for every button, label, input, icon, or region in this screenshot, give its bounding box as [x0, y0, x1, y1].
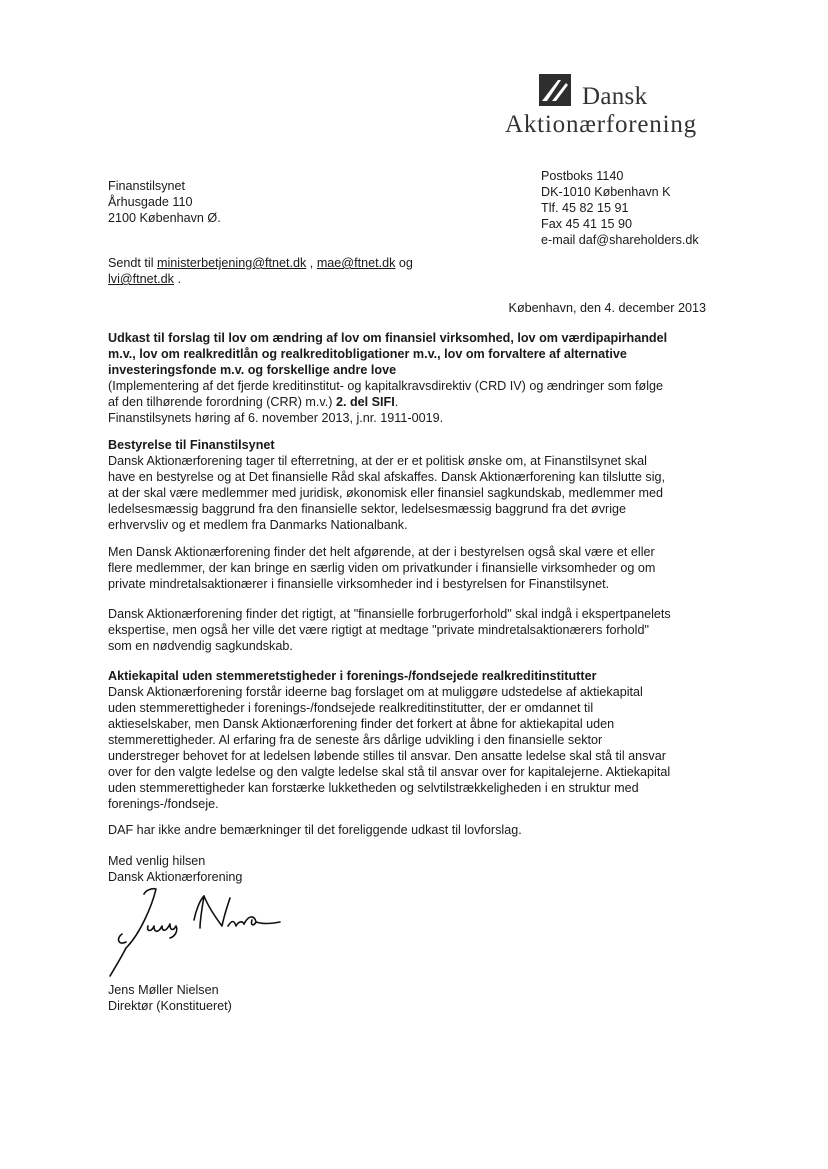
handwritten-signature [104, 886, 284, 978]
sent-to-prefix: Sendt til [108, 256, 158, 270]
address-line: Tlf. 45 82 15 91 [541, 201, 629, 215]
subject-detail-suffix: . [394, 395, 399, 409]
paragraph-line: understreger behovet for at ledelsen løbende stilles til ansvar. Den ansatte ledelse skal stå til ansvar [108, 749, 666, 763]
section-heading: Aktiekapital uden stemmeretstigheder i forenings-/fondsejede realkreditinstitutter [108, 669, 597, 683]
paragraph-line: uden stemmerettigheder i forenings-/fondsejede realkreditinstitutter, der er omdannet til [108, 701, 594, 715]
email-link-ministerbetjening[interactable]: ministerbetjening@ftnet.dk [157, 256, 307, 270]
signer [108, 982, 232, 1014]
section-heading: Bestyrelse til Finanstilsynet [108, 438, 275, 452]
paragraph-line: ledelsesmæssig baggrund fra den finansielle sektor, ledelsesmæssig baggrund fra det øvrige [108, 502, 627, 516]
sent-to-and: og [395, 256, 413, 270]
closing-remark: DAF har ikke andre bemærkninger til det foreliggende udkast til lovforslag. [108, 823, 522, 837]
greeting: Med venlig hilsen [108, 854, 206, 868]
recipient-address [108, 178, 221, 226]
paragraph-line: uden stemmerettigheder kan forstærke lukketheden og selvtilstrækkeligheden i en struktur med [108, 781, 639, 795]
paragraph [108, 544, 655, 592]
section-aktiekapital [108, 668, 670, 812]
subject-title-line: m.v., lov om realkreditlån og realkreditobligationer m.v., lov om forvaltere af alternative [108, 347, 627, 361]
signer-name: Jens Møller Nielsen [108, 983, 219, 997]
logo-mark [539, 74, 571, 106]
paragraph-line: have en bestyrelse og at Det finansielle Råd skal afskaffes. Dansk Aktionærforening kan tilslutte sig, [108, 470, 665, 484]
paragraph-line: private mindretalsaktionærer i finansielle virksomheder ind i bestyrelsen for Finanstilsynet. [108, 577, 610, 591]
sent-to [108, 255, 413, 287]
paragraph-line: stemmerettigheder. Al erfaring fra de seneste års dårlige udvikling i den finansielle sektor [108, 733, 603, 747]
paragraph [108, 606, 671, 654]
address-line: e-mail daf@shareholders.dk [541, 233, 699, 247]
address-line: Fax 45 41 15 90 [541, 217, 633, 231]
paragraph-line: aktieselskaber, men Dansk Aktionærforening finder det forkert at åbne for aktiekapital uden [108, 717, 615, 731]
paragraph-line: Dansk Aktionærforening finder det rigtigt, at "finansielle forbrugerforhold" skal indgå i ekspertpanelets [108, 607, 671, 621]
hearing-reference: Finanstilsynets høring af 6. november 2013, j.nr. 1911-0019. [108, 411, 444, 425]
subject-detail-line: (Implementering af det fjerde kreditinstitut- og kapitalkravsdirektiv (CRD IV) og ændringer som følge [108, 379, 664, 393]
recipient-line: Århusgade 110 [108, 195, 193, 209]
paragraph-line: over for den valgte ledelse og den valgte ledelse skal stå til ansvar over for kapitalejerne. Aktiekapital [108, 765, 671, 779]
subject-detail-bold: 2. del SIFI [335, 395, 395, 409]
subject-detail-prefix: af den tilhørende forordning (CRR) m.v.) [108, 395, 336, 409]
recipient-line: Finanstilsynet [108, 179, 185, 193]
subject-title-line: Udkast til forslag til lov om ændring af lov om finansiel virksomhed, lov om værdipapirhandel [108, 331, 668, 345]
paragraph-line: Men Dansk Aktionærforening finder det helt afgørende, at der i bestyrelsen også skal være et eller [108, 545, 655, 559]
paragraph-line: erhvervsliv og et medlem fra Danmarks Nationalbank. [108, 518, 408, 532]
signoff [108, 853, 242, 885]
recipient-line: 2100 København Ø. [108, 211, 221, 225]
paragraph-line: at der skal være medlemmer med juridisk, økonomisk eller finansiel sagkundskab, medlemmer med [108, 486, 664, 500]
email-link-lvi[interactable]: lvi@ftnet.dk [108, 272, 174, 286]
subject-title-line: investeringsfonde m.v. og forskellige andre love [108, 363, 397, 377]
address-line: Postboks 1140 [541, 169, 624, 183]
sent-to-end: . [173, 272, 181, 286]
logo-text-aktionaerforening: Aktionærforening [505, 111, 697, 138]
paragraph-line: Dansk Aktionærforening tager til efterretning, at der er et politisk ønske om, at Finanstilsynet skal [108, 454, 647, 468]
paragraph-line: Dansk Aktionærforening forstår ideerne bag forslaget om at muliggøre udstedelse af aktiekapital [108, 685, 643, 699]
signoff-organization: Dansk Aktionærforening [108, 870, 243, 884]
paragraph-line: flere medlemmer, der kan bringe en særlig viden om privatkunder i finansielle virksomheder og om [108, 561, 656, 575]
sent-to-separator: , [306, 256, 317, 270]
address-line: DK-1010 København K [541, 185, 671, 199]
subject-detail-line [108, 394, 667, 410]
logo-text-dansk: Dansk [582, 83, 648, 110]
email-link-mae[interactable]: mae@ftnet.dk [316, 256, 396, 270]
section-bestyrelse [108, 437, 665, 533]
letter-date: København, den 4. december 2013 [508, 301, 706, 315]
paragraph-line: ekspertise, men også her ville det være rigtigt at medtage "private mindretalsaktionærers forhold" [108, 623, 649, 637]
subject [108, 330, 667, 426]
sender-address [541, 168, 699, 248]
paragraph-line: som en nødvendig sagkundskab. [108, 639, 293, 653]
paragraph-line: forenings-/fondseje. [108, 797, 219, 811]
signer-title: Direktør (Konstitueret) [108, 999, 232, 1013]
